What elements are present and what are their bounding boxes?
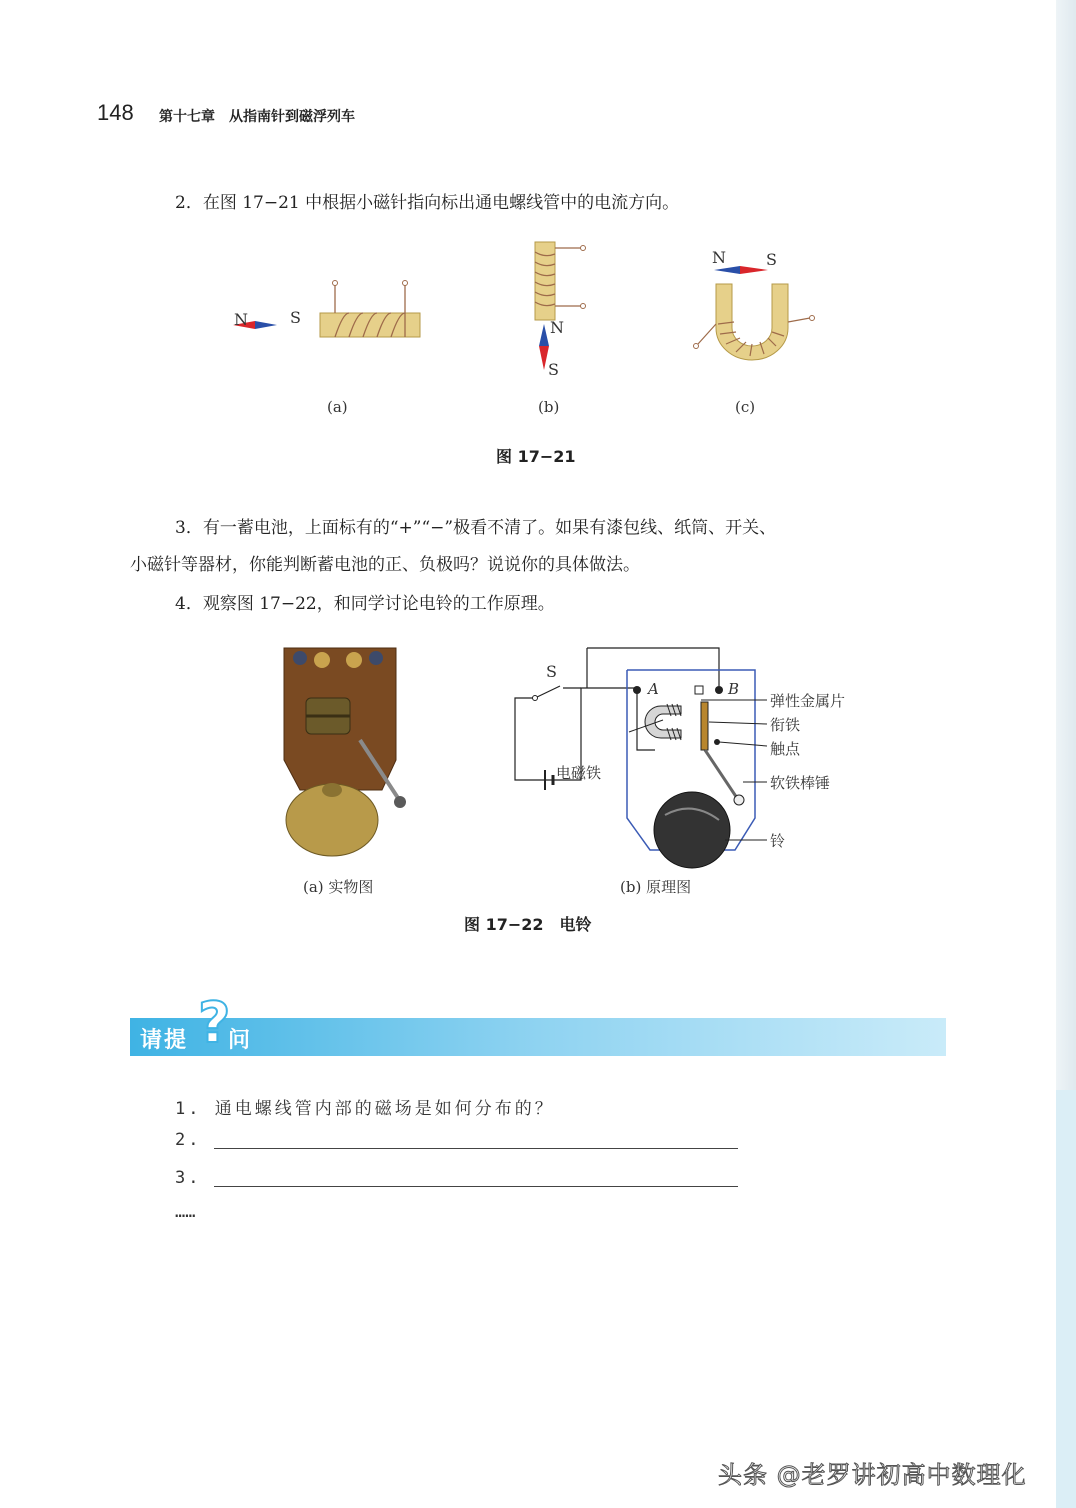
terminal-b-label: B <box>728 680 740 698</box>
ask-ellipsis: …… <box>175 1202 196 1222</box>
ask-question-title <box>140 1023 252 1054</box>
chapter-title: 第十七章 从指南针到磁浮列车 <box>159 109 355 125</box>
ask-item-1: 1. 通电螺线管内部的磁场是如何分布的？ <box>175 1099 555 1119</box>
terminal-b <box>715 686 723 694</box>
fig22-label-a: (a) 实物图 <box>303 878 374 896</box>
ask-item-3-blank <box>214 1186 738 1187</box>
armature-label: 衔铁 <box>770 716 801 734</box>
hammer-rod <box>705 750 737 798</box>
terminal-screw <box>346 652 362 668</box>
hammer-label: 软铁棒锤 <box>770 774 831 792</box>
question-mark-icon: ? <box>198 991 231 1056</box>
fig21-label-c: (c) <box>735 398 756 416</box>
spring-plate-label: 弹性金属片 <box>770 692 846 710</box>
needle-south-half <box>255 321 277 329</box>
armature <box>701 702 708 750</box>
contact-label: 触点 <box>770 740 801 758</box>
fig21-label-a: (a) <box>327 398 348 416</box>
fig22-label-b: (b) 原理图 <box>620 878 692 896</box>
ask-item-2-blank <box>214 1148 738 1149</box>
terminal-a-label: A <box>648 680 659 698</box>
needle-c-n: N <box>712 248 726 267</box>
electromagnet-coils <box>667 704 681 740</box>
figure-17-21-caption: 图 17−21 <box>496 447 576 466</box>
figure-17-21b <box>525 238 595 378</box>
page-number: 148 <box>97 100 134 125</box>
needle-b-n: N <box>550 318 564 337</box>
needle-north-half <box>539 324 549 346</box>
electric-bell-photo <box>270 640 430 860</box>
ask-title-right: 问 <box>228 1028 253 1053</box>
electromagnet <box>645 706 681 738</box>
bell-gong <box>654 792 730 868</box>
hammer-head <box>734 795 744 805</box>
u-shaped-core <box>716 284 788 360</box>
ask-item-3: 3. <box>175 1168 202 1188</box>
hammer-head <box>394 796 406 808</box>
ask-item-2: 2. <box>175 1130 202 1150</box>
needle-a-s: S <box>290 308 301 327</box>
electric-bell-diagram <box>505 640 875 860</box>
question-3-line-2: 小磁针等器材，你能判断蓄电池的正、负极吗？说说你的具体做法。 <box>130 555 640 575</box>
figure-17-21c <box>688 262 818 372</box>
ask-title-left: 请提 <box>140 1028 189 1053</box>
question-3-line-1: 3．有一蓄电池，上面标有的“+”“−”极看不清了。如果有漆包线、纸筒、开关、 <box>175 518 777 538</box>
page-edge-tab <box>1056 1090 1076 1508</box>
ask-question-banner <box>130 991 946 1056</box>
terminal-screw <box>293 651 307 665</box>
needle-south-half <box>740 266 768 274</box>
needle-north-half <box>714 266 740 274</box>
needle-c-s: S <box>766 250 777 269</box>
needle-b-s: S <box>548 360 559 379</box>
figure-17-21a <box>225 275 435 355</box>
switch-label: S <box>546 662 557 681</box>
figure-17-22-caption: 图 17−22 电铃 <box>464 915 592 934</box>
question-4: 4．观察图 17−22，和同学讨论电铃的工作原理。 <box>175 594 555 614</box>
question-2: 2．在图 17−21 中根据小磁针指向标出通电螺线管中的电流方向。 <box>175 193 680 213</box>
needle-a-n: N <box>234 310 248 329</box>
fig21-label-b: (b) <box>538 398 560 416</box>
terminal-a <box>633 686 641 694</box>
terminal-screw <box>369 651 383 665</box>
electromagnet-label: 电磁铁 <box>556 764 602 782</box>
watermark: 头条 @老罗讲初高中数理化 <box>718 1461 1027 1489</box>
terminal-screw <box>314 652 330 668</box>
bell-label: 铃 <box>770 832 786 850</box>
switch-lever <box>535 686 560 698</box>
